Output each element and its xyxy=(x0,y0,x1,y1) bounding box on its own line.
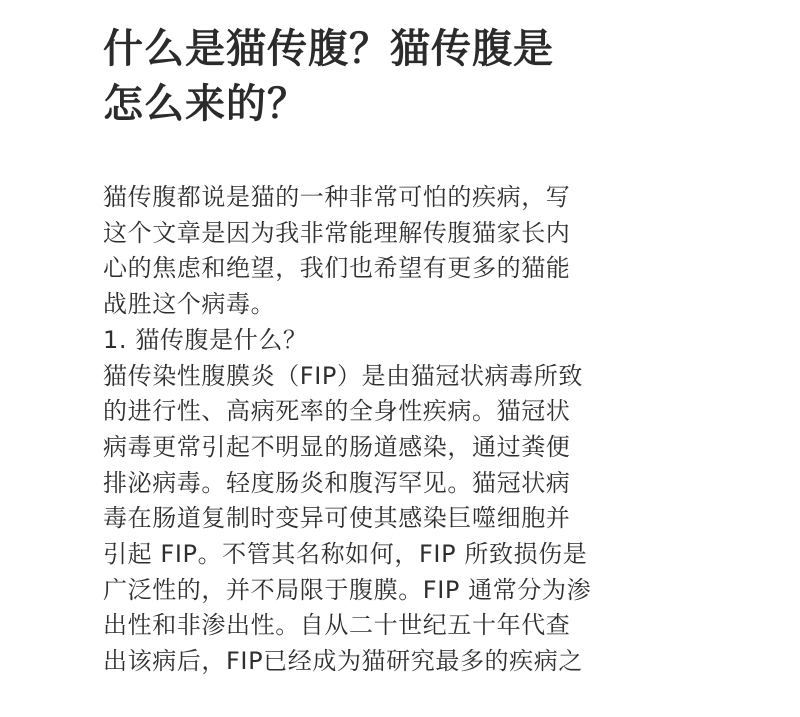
body-line: 广泛性的，并不局限于腹膜。FIP 通常分为渗 xyxy=(103,575,592,604)
article-title xyxy=(103,22,554,132)
body-line: 猫传腹都说是猫的一种非常可怕的疾病，写 xyxy=(103,183,571,211)
body-line: 的进行性、高病死率的全身性疾病。猫冠状 xyxy=(103,397,571,426)
body-line: 毒在肠道复制时变异可使其感染巨噬细胞并 xyxy=(103,504,571,533)
title-line: 怎么来的？ xyxy=(103,81,308,127)
body-line: 战胜这个病毒。 xyxy=(103,290,276,319)
body-line: 排泌病毒。轻度肠炎和腹泻罕见。猫冠状病 xyxy=(103,468,571,497)
body-line: 心的焦虑和绝望，我们也希望有更多的猫能 xyxy=(103,254,571,283)
article-body xyxy=(103,180,591,680)
body-line: 出性和非渗出性。自从二十世纪五十年代查 xyxy=(103,611,571,640)
title-line: 什么是猫传腹？猫传腹是 xyxy=(103,26,554,72)
body-line: 猫传染性腹膜炎（FIP）是由猫冠状病毒所致 xyxy=(103,361,583,390)
body-line: 这个文章是因为我非常能理解传腹猫家长内 xyxy=(103,218,571,247)
body-line: 引起 FIP。不管其名称如何，FIP 所致损伤是 xyxy=(103,540,588,569)
body-line: 病毒更常引起不明显的肠道感染，通过粪便 xyxy=(103,432,571,461)
section-heading: 1. 猫传腹是什么？ xyxy=(103,325,308,354)
body-line: 出该病后，FIP已经成为猫研究最多的疾病之 xyxy=(103,647,583,676)
